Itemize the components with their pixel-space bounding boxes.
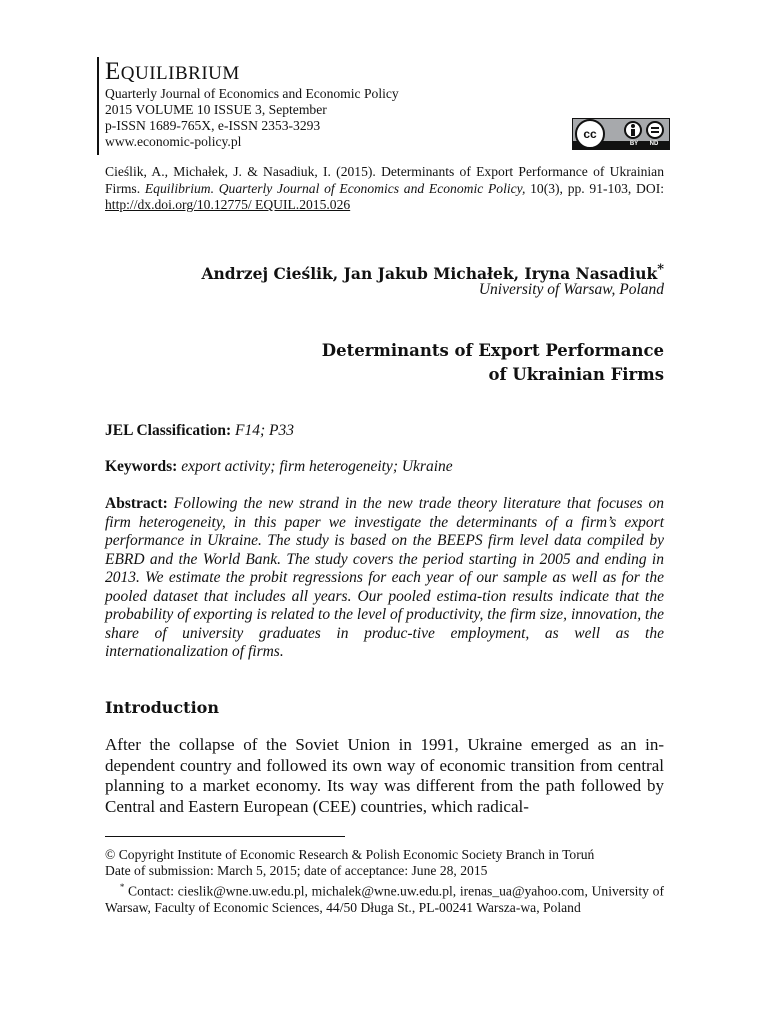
footnotes xyxy=(105,847,664,916)
authors: Andrzej Cieślik, Jan Jakub Michałek, Iryna Nasadiuk* xyxy=(201,262,664,284)
cc-labels: BY ND xyxy=(629,141,659,147)
copyright-note: © Copyright Institute of Economic Research & Polish Economic Society Branch in Toruń xyxy=(105,847,595,862)
abstract: Abstract: Following the new strand in the new trade theory literature that focuses on firm heterogeneity, in this paper we investigate the determinants of a firm’s export performance in Ukraine. The study is based on the BEEPS firm level data compiled by EBRD and the World Bank. The study covers the period starting in 2005 and ending in 2013. We estimate the probit regressions for each year of our sample as well as for the pooled dataset that includes all years. Our pooled estima-tion results indicate that the probability of exporting is related to the level of productivity, the firm size, innovation, the share of university graduates in produc-tive employment, as well as the internationalization of firms. xyxy=(105,495,664,660)
contact-note: * Contact: cieslik@wne.uw.edu.pl, michalek@wne.uw.edu.pl, irenas_ua@yahoo.com, University of Warsaw, Faculty of Economic Sciences, 44/50 Długa St., PL-00241 Warsza-wa, Poland xyxy=(105,882,665,916)
author-footnote-marker: * xyxy=(657,262,664,277)
header-rule xyxy=(97,57,99,155)
affiliation: University of Warsaw, Poland xyxy=(478,281,664,298)
no-derivatives-icon xyxy=(646,121,664,139)
introduction-heading: Introduction xyxy=(105,698,219,717)
submission-dates: Date of submission: March 5, 2015; date of acceptance: June 28, 2015 xyxy=(105,863,488,879)
journal-volume: 2015 VOLUME 10 ISSUE 3, September xyxy=(105,102,327,117)
keywords: Keywords: export activity; firm heterogeneity; Ukraine xyxy=(105,458,453,475)
journal-issn: p-ISSN 1689-765X, e-ISSN 2353-3293 xyxy=(105,118,321,133)
journal-subtitle: Quarterly Journal of Economics and Economic Policy xyxy=(105,86,399,101)
journal-name: EQUILIBRIUM xyxy=(105,58,240,85)
cc-icon: cc xyxy=(575,119,605,149)
introduction-text: After the collapse of the Soviet Union in 1991, Ukraine emerged as an in-dependent country and followed its own way of economic transition from central planning to a market economy. Its way was different from the path followed by Central and Eastern European (CEE) countries, which radical- xyxy=(105,735,664,816)
journal-header xyxy=(105,60,399,150)
journal-website[interactable]: www.economic-policy.pl xyxy=(105,134,242,149)
cc-license-badge[interactable] xyxy=(572,118,670,150)
jel-classification: JEL Classification: F14; P33 xyxy=(105,422,295,439)
doi-link[interactable]: http://dx.doi.org/10.12775/ EQUIL.2015.026 xyxy=(105,197,351,212)
citation: Cieślik, A., Michałek, J. & Nasadiuk, I. (2015). Determinants of Export Performance of Ukrainian Firms. Equilibrium. Quarterly Journal of Economics and Economic Policy, 10(3), pp. 91-103, DOI: http://dx.doi.org/10.12775/ EQUIL.2015.026 xyxy=(105,164,664,212)
footnote-rule xyxy=(105,836,345,837)
attribution-icon xyxy=(624,121,642,139)
paper-title: Determinants of Export Performance of Ukrainian Firms xyxy=(321,341,664,384)
